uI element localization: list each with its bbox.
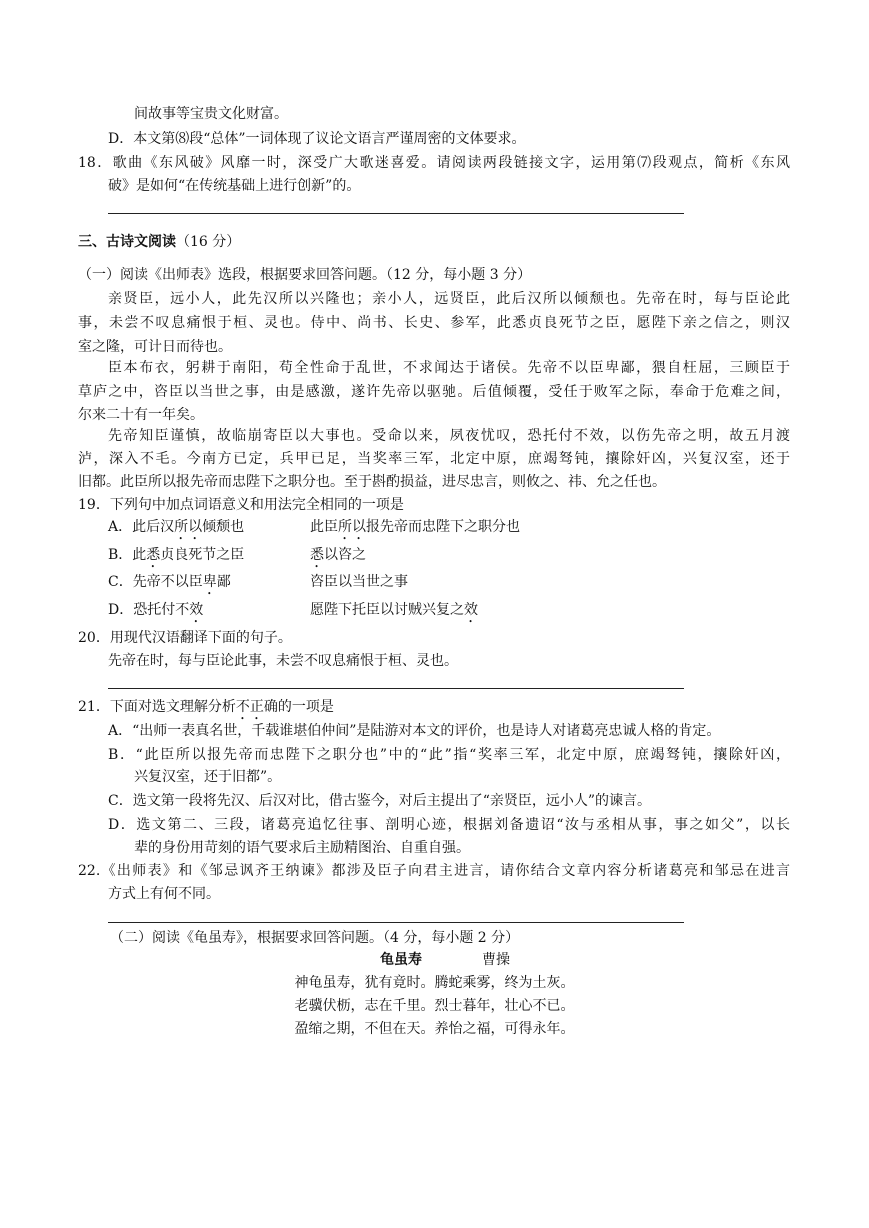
poem-line-1: 神龟虽寿，犹有竟时。腾蛇乘雾，终为土灰。: [294, 975, 575, 991]
q20-stem: 20．用现代汉语翻译下面的句子。: [78, 630, 292, 646]
q19-option-c-right: [310, 572, 408, 592]
q19-option-d-right: [310, 600, 478, 620]
q21-option-d-line1: D．选文第二、三段，诸葛亮追忆往事、剖明心迹，根据刘备遗诏“汝与丞相从事，事之如父”，以长: [108, 817, 790, 833]
q21-option-c: C．选文第一段将先汉、后汉对比，借古鉴今，对后主提出了“亲贤臣，远小人”的谏言。: [108, 793, 652, 809]
q21-stem-pre: 21．下面对选文理解分析: [78, 699, 236, 715]
q21-stem-dotted: 不正: [235, 699, 264, 715]
q19-option-b-left: [108, 545, 244, 565]
q22-stem-line2: 方式上有何不同。: [108, 886, 220, 902]
q19-option-a-left: [108, 517, 244, 537]
passage-p2-line2: 草庐之中，咨臣以当世之事，由是感激，遂许先帝以驱驰。后值倾覆，受任于败军之际，奉命于危难之间，: [78, 384, 790, 400]
q21-stem-post: 确的一项是: [263, 699, 334, 715]
part2-heading: （二）阅读《龟虽寿》，根据要求回答问题。（4 分，每小题 2 分）: [110, 930, 520, 946]
q20-answer-line[interactable]: [108, 688, 684, 689]
passage-p3-line1: 先帝知臣谨慎，故临崩寄臣以大事也。受命以来，夙夜忧叹，恐托付不效，以伤先帝之明，故五月渡: [108, 428, 790, 444]
passage-p2-line1: 臣本布衣，躬耕于南阳，苟全性命于乱世，不求闻达于诸侯。先帝不以臣卑鄙，猥自枉屈，三顾臣于: [108, 360, 790, 376]
q19-d-left-dotted: 效: [189, 602, 204, 618]
q19-stem: 19．下列句中加点词语意义和用法完全相同的一项是: [78, 497, 404, 513]
passage-p1-line1: 亲贤臣，远小人，此先汉所以兴隆也；亲小人，远贤臣，此后汉所以倾颓也。先帝在时，每与臣论此: [108, 291, 790, 307]
q17-option-d: D．本文第⑻段“总体”一词体现了议论文语言严谨周密的文体要求。: [108, 131, 526, 147]
q19-b-left-post: 贞良死节之臣: [160, 547, 245, 563]
q19-b-right-post: 以咨之: [324, 547, 366, 563]
q21-option-b-line1: B．“此臣所以报先帝而忠陛下之职分也”中的“此”指“奖率三军，北定中原，庶竭驽钝，攘除奸凶，: [108, 747, 790, 763]
q19-b-left-pre: B．此: [108, 547, 147, 563]
q19-option-a-right: [310, 517, 520, 537]
q22-answer-line[interactable]: [108, 922, 684, 923]
q19-option-c-left: [108, 572, 231, 592]
section3-title: [78, 232, 240, 252]
q18-stem-line2: 破》是如何“在传统基础上进行创新”的。: [108, 178, 361, 194]
q19-a-right-post: 报先帝而忠陛下之职分也: [366, 519, 520, 535]
poem-line-2: 老骥伏枥，志在千里。烈士暮年，壮心不已。: [294, 998, 575, 1014]
q19-option-d-left: [108, 600, 203, 620]
q19-a-left-post: 倾颓也: [202, 519, 245, 535]
poem-title-text: 龟虽寿: [380, 952, 422, 968]
q19-option-b-right: [310, 545, 366, 565]
part1-heading: （一）阅读《出师表》选段，根据要求回答问题。（12 分，每小题 3 分）: [78, 267, 532, 283]
q19-d-right-pre: 愿陛下托臣以讨贼兴复之: [310, 602, 464, 618]
poem-line-3: 盈缩之期，不但在天。养怡之福，可得永年。: [294, 1021, 575, 1037]
section3-score: （16 分）: [176, 234, 241, 250]
passage-p3-line2: 泸，深入不毛。今南方已定，兵甲已足，当奖率三军，北定中原，庶竭驽钝，攘除奸凶，兴复汉室，还于: [78, 451, 790, 467]
q19-c-left-dotted: 卑: [202, 574, 217, 590]
q18-answer-line[interactable]: [108, 213, 684, 214]
q19-b-left-dotted: 悉: [146, 547, 161, 563]
q17-option-c-continuation: 间故事等宝贵文化财富。: [134, 106, 288, 122]
q19-c-left-post: 鄙: [216, 574, 231, 590]
q19-c-right-pre: 咨臣以当世之事: [310, 574, 408, 590]
q21-stem: [78, 697, 334, 717]
q20-sentence: 先帝在时，每与臣论此事，未尝不叹息痛恨于桓、灵也。: [108, 653, 458, 669]
poem-author: 曹操: [482, 952, 510, 968]
q19-d-right-dotted: 效: [464, 602, 478, 618]
q19-c-left-pre: C．先帝不以臣: [108, 574, 203, 590]
passage-p1-line3: 室之隆，可计日而待也。: [78, 339, 232, 355]
passage-p3-line3: 旧都。此臣所以报先帝而忠陛下之职分也。至于斟酌损益，进尽忠言，则攸之、祎、允之任也。: [78, 474, 666, 490]
section3-title-text: 三、古诗文阅读: [78, 234, 176, 250]
q19-b-right-dotted: 悉: [310, 547, 324, 563]
q21-option-d-line2: 辈的身份用苛刻的语气要求后主励精图治、自重自强。: [134, 840, 470, 856]
passage-p1-line2: 事，未尝不叹息痛恨于桓、灵也。侍中、尚书、长史、参军，此悉贞良死节之臣，愿陛下亲之信之，则汉: [78, 315, 790, 331]
q19-d-left-pre: D．恐托付不: [108, 602, 190, 618]
q18-stem-line1: 18．歌曲《东风破》风靡一时，深受广大歌迷喜爱。请阅读两段链接文字，运用第⑺段观点，简析《东风: [78, 155, 790, 171]
q19-a-left-dotted: 所以: [174, 519, 203, 535]
q22-stem-line1: 22.《出师表》和《邹忌讽齐王纳谏》都涉及臣子向君主进言，请你结合文章内容分析诸葛亮和邹忌在进言: [78, 863, 790, 879]
passage-p2-line3: 尔来二十有一年矣。: [78, 407, 204, 423]
q19-a-right-pre: 此臣: [310, 519, 338, 535]
q21-option-a: A．“出师一表真名世，千载谁堪伯仲间”是陆游对本文的评价，也是诗人对诸葛亮忠诚人格的肯定。: [108, 723, 721, 739]
q21-option-b-line2: 兴复汉室，还于旧都”。: [134, 769, 282, 785]
q19-a-right-dotted: 所以: [338, 519, 366, 535]
q19-a-left-pre: A．此后汉: [108, 519, 175, 535]
poem-title: [380, 950, 510, 970]
